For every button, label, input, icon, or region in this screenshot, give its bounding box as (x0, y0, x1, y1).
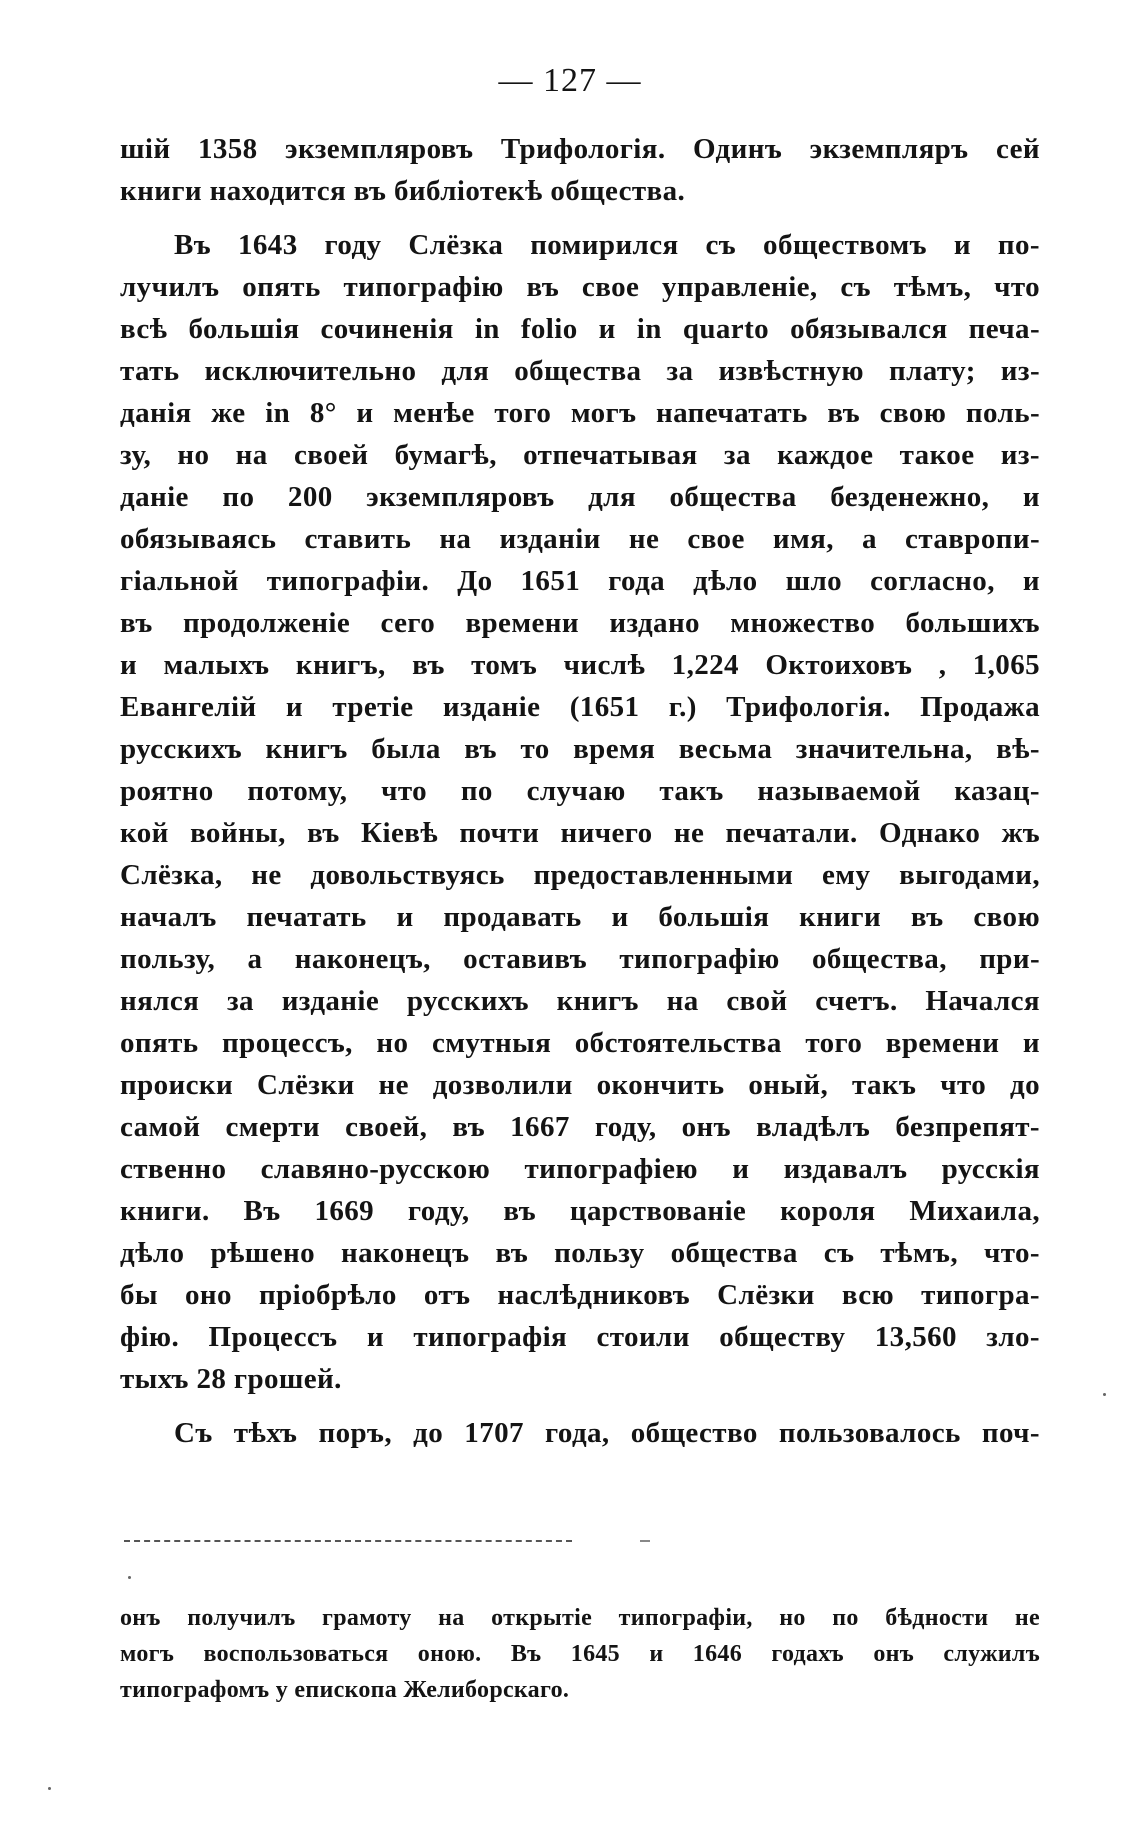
text-line: ственно славяно-русскою типографіею и издавалъ русскія (120, 1153, 1040, 1185)
text-line: въ продолженіе сего времени издано множество большихъ (120, 607, 1040, 639)
text-line: всѣ большія сочиненія in folio и in quarto обязывался печа- (120, 313, 1040, 345)
text-line: тыхъ 28 грошей. (120, 1363, 342, 1395)
text-line: книги. Въ 1669 году, въ царствованіе короля Михаила, (120, 1195, 1040, 1227)
text-line: пользу, а наконецъ, оставивъ типографію общества, при- (120, 943, 1040, 975)
text-line: Въ 1643 году Слёзка помирился съ обществомъ и по- (174, 229, 1040, 261)
text-line: данія же in 8° и менѣе того могъ напечатать въ свою поль- (120, 397, 1040, 429)
text-line: опять процессъ, но смутныя обстоятельства того времени и (120, 1027, 1040, 1059)
text-line: фію. Процессъ и типографія стоили обществу 13,560 зло- (120, 1321, 1040, 1353)
footnote-divider (124, 1540, 572, 1542)
text-line: бы оно пріобрѣло отъ наслѣдниковъ Слёзки всю типогра- (120, 1279, 1040, 1311)
text-line: книги находится въ библіотекѣ общества. (120, 175, 686, 207)
text-line: дѣло рѣшено наконецъ въ пользу общества съ тѣмъ, что- (120, 1237, 1040, 1269)
footnote-divider-tail (640, 1540, 650, 1542)
print-speck (1103, 1393, 1106, 1396)
footnote-line: типографомъ у епископа Желиборскаго. (120, 1677, 570, 1703)
text-line: самой смерти своей, въ 1667 году, онъ владѣлъ безпрепят- (120, 1111, 1040, 1143)
text-line: роятно потому, что по случаю такъ называемой казац- (120, 775, 1040, 807)
text-line: гіальной типографіи. До 1651 года дѣло шло согласно, и (120, 565, 1040, 597)
print-speck (48, 1787, 51, 1790)
text-line: Евангелій и третіе изданіе (1651 г.) Трифологія. Продажа (120, 691, 1040, 723)
text-line: началъ печатать и продавать и большія книги въ свою (120, 901, 1040, 933)
text-line: Слёзка, не довольствуясь предоставленными ему выгодами, (120, 859, 1040, 891)
page-number: — 127 — (498, 62, 642, 99)
text-line: происки Слёзки не дозволили окончить оный, такъ что до (120, 1069, 1040, 1101)
text-line: зу, но на своей бумагѣ, отпечатывая за каждое такое из- (120, 439, 1040, 471)
footnote-line: онъ получилъ грамоту на открытіе типографіи, но по бѣдности не (120, 1605, 1040, 1631)
text-line: тать исключительно для общества за извѣстную плату; из- (120, 355, 1040, 387)
main-text (120, 128, 1040, 1454)
text-line: кой войны, въ Кіевѣ почти ничего не печатали. Однако жъ (120, 817, 1040, 849)
footnote (120, 1600, 1040, 1708)
text-line: даніе по 200 экземпляровъ для общества безденежно, и (120, 481, 1040, 513)
text-line: обязываясь ставить на изданіи не свое имя, а ставропи- (120, 523, 1040, 555)
text-line: шій 1358 экземпляровъ Трифологія. Одинъ экземпляръ сей (120, 133, 1040, 165)
text-line: и малыхъ книгъ, въ томъ числѣ 1,224 Октоиховъ , 1,065 (120, 649, 1040, 681)
footnote-line: могъ воспользоваться оною. Въ 1645 и 1646 годахъ онъ служилъ (120, 1641, 1040, 1667)
print-speck (128, 1576, 131, 1579)
text-line: Съ тѣхъ поръ, до 1707 года, общество пользовалось поч- (174, 1417, 1040, 1449)
text-line: русскихъ книгъ была въ то время весьма значительна, вѣ- (120, 733, 1040, 765)
text-line: нялся за изданіе русскихъ книгъ на свой счетъ. Начался (120, 985, 1040, 1017)
text-line: лучилъ опять типографію въ свое управленіе, съ тѣмъ, что (120, 271, 1040, 303)
